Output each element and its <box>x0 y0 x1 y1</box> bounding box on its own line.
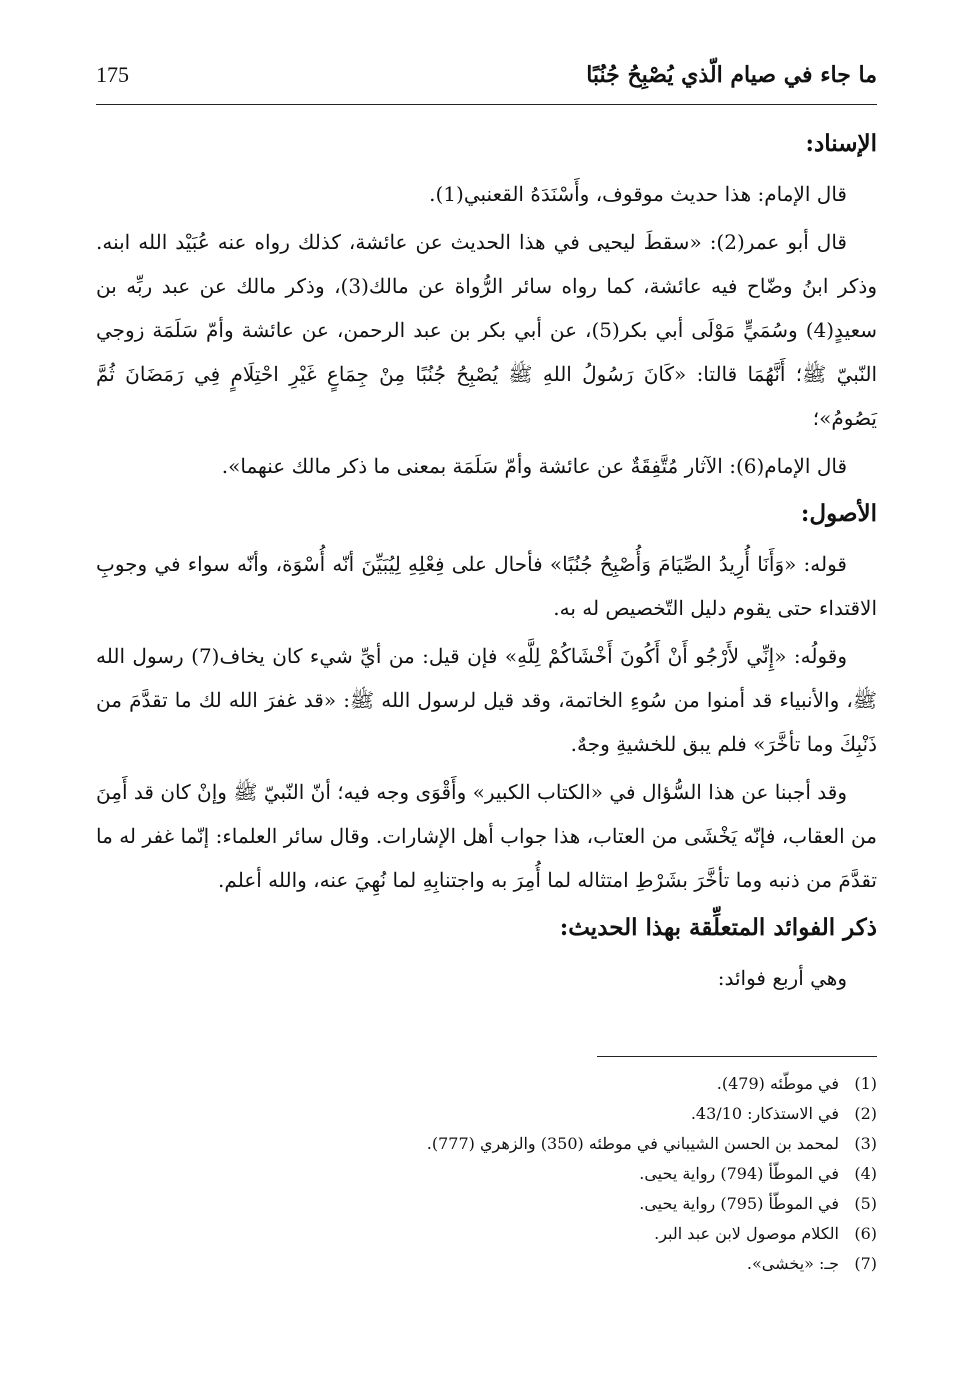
main-text <box>96 118 877 1002</box>
isnad-heading: الإسناد: <box>805 130 877 157</box>
footnote-number: (2) <box>854 1104 877 1123</box>
footnote-5 <box>96 1189 877 1219</box>
footnotes <box>96 1056 877 1279</box>
footnote-7 <box>96 1249 877 1279</box>
running-title: ما جاء في صيام الّذي يُصْبِحُ جُنُبًا <box>586 62 877 88</box>
paragraph-6: وقد أجبنا عن هذا السُّؤال في «الكتاب الكبير» وأَقْوَى وجه فيه؛ أنّ النّبيّ ﷺ وإنْ كان قد أَمِنَ من العقاب، فإنّه يَخْشَى من العتاب، هذا جواب أهل الإشارات. وقال سائر العلماء: إنّما غفر له ما تقدَّمَ من ذنبه وما تأخَّرَ بشَرْطِ امتثاله لما أُمِرَ به واجتنابِهِ لما نُهِيَ عنه، والله أعلم. <box>96 780 877 892</box>
footnote-text: لمحمد بن الحسن الشيباني في موطئه (350) والزهري (777). <box>426 1134 839 1153</box>
footnote-number: (4) <box>854 1164 877 1183</box>
header-rule <box>96 104 877 105</box>
paragraph-1: قال الإمام: هذا حديث موقوف، وأَسْنَدَهُ القعنبي(1). <box>429 182 847 206</box>
paragraph-7: وهي أربع فوائد: <box>717 966 847 990</box>
page-header <box>96 62 877 102</box>
footnote-text: جـ: «يخشى». <box>746 1254 839 1273</box>
footnote-4 <box>96 1159 877 1189</box>
footnote-number: (5) <box>854 1194 877 1213</box>
paragraph-2: قال أبو عمر(2): «سقطَ ليحيى في هذا الحديث عن عائشة، كذلك رواه عنه عُبَيْد الله ابنه. وذكر ابنُ وضّاح فيه عائشة، كما رواه سائر الرُّواة عن مالك(3)، وذكر مالك عن عبد ربِّه بن سعيدٍ(4) وسُمَيٍّ مَوْلَى أبي بكر(5)، عن أبي بكر بن عبد الرحمن، عن عائشة وأمّ سَلَمَة زوجي النّبيّ ﷺ؛ أَنَّهُمَا قالتا: «كَانَ رَسُولُ اللهِ ﷺ يُصْبِحُ جُنُبًا مِنْ جِمَاعٍ غَيْرِ احْتِلَامٍ فِي رَمَضَانَ ثُمَّ يَصُومُ»؛ <box>96 230 878 430</box>
footnote-rule <box>597 1056 877 1057</box>
paragraph-5: وقولُه: «إِنِّي لأَرْجُو أَنْ أَكُونَ أَخْشَاكُمْ لِلَّهِ» فإن قيل: من أيِّ شيء كان يخاف(7) رسول الله ﷺ، والأنبياء قد أمنوا من سُوءِ الخاتمة، وقد قيل لرسول الله ﷺ: «قد غفرَ الله لك ما تقدَّمَ من ذَنْبِكَ وما تأخَّرَ» فلم يبق للخشيةِ وجهٌ. <box>96 644 877 756</box>
footnote-text: في موطّئه (479). <box>716 1074 839 1093</box>
footnote-text: في الموطّأ (794) رواية يحيى. <box>639 1164 839 1183</box>
footnote-number: (6) <box>854 1224 877 1243</box>
footnote-text: الكلام موصول لابن عبد البر. <box>654 1224 839 1243</box>
footnote-number: (1) <box>854 1074 877 1093</box>
usul-heading: الأصول: <box>800 500 877 527</box>
footnote-6 <box>96 1219 877 1249</box>
footnote-number: (7) <box>854 1254 877 1273</box>
fawaid-heading: ذكر الفوائد المتعلِّقة بهذا الحديث: <box>559 914 877 941</box>
footnote-text: في الاستذكار: 43/10. <box>690 1104 839 1123</box>
page-number: 175 <box>96 62 129 87</box>
footnote-1 <box>96 1069 877 1099</box>
footnote-3 <box>96 1129 877 1159</box>
footnote-2 <box>96 1099 877 1129</box>
footnote-number: (3) <box>854 1134 877 1153</box>
paragraph-3: قال الإمام(6): الآثار مُتَّفِقَةٌ عن عائشة وأمّ سَلَمَة بمعنى ما ذكر مالك عنهما». <box>221 454 847 478</box>
footnote-text: في الموطّأ (795) رواية يحيى. <box>639 1194 839 1213</box>
paragraph-4: قوله: «وَأَنَا أُرِيدُ الصِّيَامَ وَأُصْبِحُ جُنُبًا» فأحال على فِعْلِهِ لِيُبَيِّنَ أنّه أُسْوَة، وأنّه سواء في وجوبِ الاقتداء حتى يقوم دليل التّخصيص له به. <box>96 552 877 620</box>
